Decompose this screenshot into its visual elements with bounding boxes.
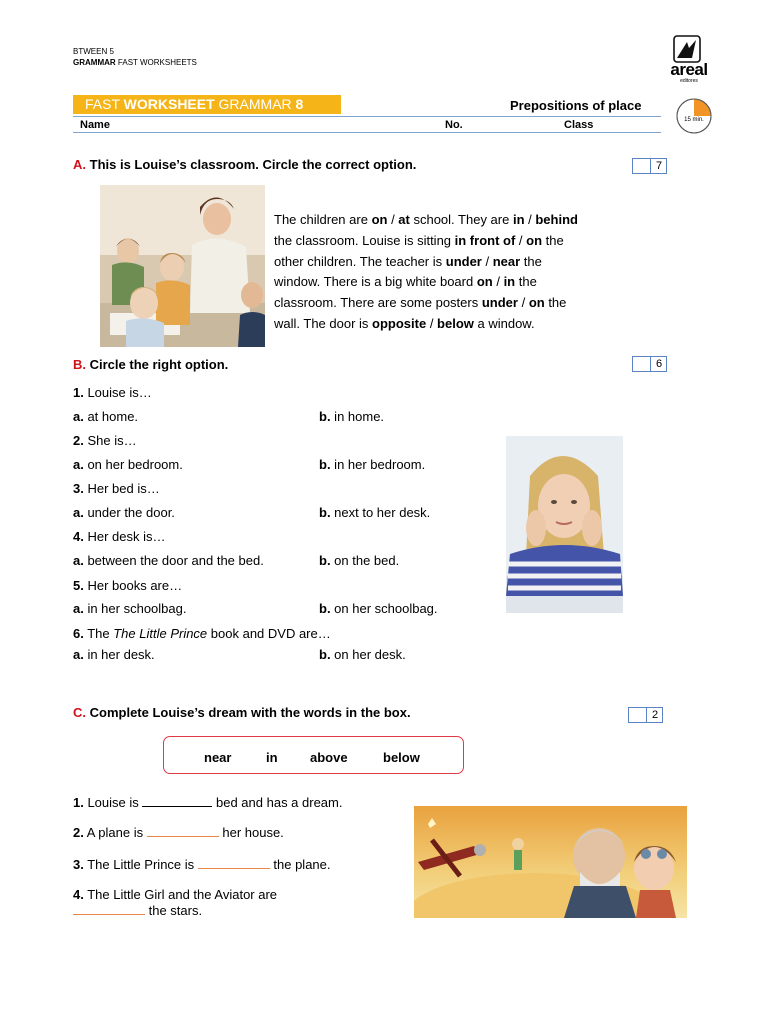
q3-option-b[interactable] [319, 505, 430, 521]
para-text: a window. [473, 315, 535, 331]
option-behind[interactable]: behind [535, 212, 578, 227]
answer-blank[interactable] [147, 826, 219, 837]
girl-photo [506, 436, 623, 613]
para-line-5 [274, 293, 619, 314]
option-text: on her bedroom. [83, 457, 183, 472]
q4-option-a[interactable] [73, 553, 264, 569]
answer-blank[interactable] [142, 796, 212, 807]
option-letter: a. [73, 457, 84, 472]
question-number: 1. [73, 385, 84, 400]
banner-grammar: GRAMMAR [214, 96, 296, 112]
book-title: The Little Prince [113, 626, 208, 641]
question-number: 2. [73, 433, 84, 448]
fill-question-4-line-2 [73, 903, 202, 919]
section-b-score-box[interactable] [632, 356, 667, 372]
question-text: the plane. [273, 857, 331, 872]
fast-worksheets-label: FAST WORKSHEETS [117, 58, 197, 67]
section-a-instruction: This is Louise’s classroom. Circle the correct option. [89, 157, 417, 172]
question-text: A plane is [83, 825, 147, 840]
word-in[interactable]: in [266, 750, 278, 765]
question-5 [73, 578, 182, 594]
question-text: book and DVD are… [207, 626, 331, 641]
section-a-title [73, 157, 416, 172]
option-text: at home. [83, 409, 139, 424]
q1-option-b[interactable] [319, 409, 384, 425]
section-c-letter: C. [73, 705, 86, 720]
para-text: the classroom. Louise is sitting [274, 232, 455, 248]
option-text: on her desk. [330, 647, 406, 662]
question-text: The Little Prince is [83, 857, 198, 872]
para-text: classroom. There are some posters [274, 295, 482, 311]
question-number: 3. [73, 857, 84, 872]
para-text: other children. The teacher is [274, 253, 446, 269]
option-letter: b. [319, 457, 331, 472]
section-a-score: 7 [655, 160, 663, 172]
para-line-4 [274, 272, 619, 293]
option-text: on her schoolbag. [330, 601, 438, 616]
topic-title: Prepositions of place [510, 98, 642, 113]
option-text: in her schoolbag. [83, 601, 187, 616]
section-a-letter: A. [73, 157, 86, 172]
q2-option-b[interactable] [319, 457, 425, 473]
option-on[interactable]: on [371, 212, 388, 227]
logo-text: areal [670, 60, 708, 79]
para-text: The children are [274, 212, 372, 227]
question-text: Louise is… [83, 385, 152, 400]
para-text: the [544, 295, 567, 311]
fill-question-1 [73, 795, 342, 811]
option-on[interactable]: on [528, 295, 545, 311]
option-in[interactable]: in [512, 212, 525, 227]
answer-blank[interactable] [198, 858, 270, 869]
option-text: under the door. [83, 505, 175, 520]
question-3 [73, 481, 160, 497]
question-text: Her books are… [83, 578, 183, 593]
word-above[interactable]: above [310, 750, 348, 765]
option-letter: a. [73, 553, 84, 568]
number-label: No. [445, 119, 463, 131]
para-line-6 [274, 314, 619, 335]
option-text: between the door and the bed. [83, 553, 264, 568]
question-text: Her bed is… [83, 481, 160, 496]
question-text: Her desk is… [83, 529, 166, 544]
q4-option-b[interactable] [319, 553, 399, 569]
option-in-front-of[interactable]: in front of [454, 232, 516, 248]
option-near[interactable]: near [492, 253, 521, 269]
publisher-logo [658, 34, 718, 86]
question-text: Louise is [83, 795, 143, 810]
option-below[interactable]: below [437, 315, 474, 331]
banner-worksheet: WORKSHEET [123, 96, 215, 112]
series-label: BTWEEN 5 [73, 47, 114, 56]
option-under[interactable]: under [445, 253, 482, 269]
option-letter: a. [73, 601, 84, 616]
question-text: The [83, 626, 114, 641]
para-text: the [515, 274, 537, 290]
option-letter: b. [319, 409, 331, 424]
para-text: school. They are [409, 212, 513, 227]
para-text: the [520, 253, 542, 269]
option-letter: a. [73, 647, 84, 662]
answer-blank[interactable] [73, 904, 145, 915]
para-slash: / [387, 212, 399, 227]
option-on[interactable]: on [526, 232, 543, 248]
banner-fast: FAST [85, 96, 124, 112]
question-number: 6. [73, 626, 84, 641]
question-4 [73, 529, 165, 545]
timer-icon [675, 97, 713, 135]
option-in[interactable]: in [503, 274, 516, 290]
option-text: in home. [330, 409, 385, 424]
question-text: her house. [222, 825, 284, 840]
series-sublabel [73, 58, 197, 68]
question-2 [73, 433, 137, 449]
question-number: 3. [73, 481, 84, 496]
section-b-score: 6 [655, 358, 663, 370]
fill-question-4 [73, 887, 277, 903]
q6-option-a[interactable] [73, 647, 155, 663]
option-letter: b. [319, 647, 331, 662]
question-1 [73, 385, 152, 401]
question-number: 2. [73, 825, 84, 840]
option-letter: a. [73, 409, 84, 424]
header-rule-top [73, 116, 661, 117]
q1-option-a[interactable] [73, 409, 138, 425]
section-c-score-box[interactable] [628, 707, 663, 723]
grammar-label: GRAMMAR [73, 58, 116, 67]
para-slash: / [492, 274, 504, 290]
worksheet-banner [73, 95, 341, 114]
question-text: the stars. [148, 903, 203, 918]
word-near[interactable]: near [204, 750, 232, 765]
para-line-3 [274, 252, 619, 273]
question-number: 1. [73, 795, 84, 810]
para-slash: / [481, 253, 493, 269]
header-rule-bottom [73, 132, 661, 133]
section-b-letter: B. [73, 357, 86, 372]
section-b-instruction: Circle the right option. [89, 357, 229, 372]
option-text: in her bedroom. [330, 457, 426, 472]
question-text: The Little Girl and the Aviator are [83, 887, 278, 902]
option-at[interactable]: at [398, 212, 410, 227]
logo-subtext: editores [680, 78, 698, 84]
section-a-score-box[interactable] [632, 158, 667, 174]
fill-question-2 [73, 825, 284, 841]
option-text: in her desk. [83, 647, 155, 662]
q3-option-a[interactable] [73, 505, 175, 521]
banner-number: 8 [295, 96, 304, 112]
fill-question-3 [73, 857, 331, 873]
para-text: wall. The door is [274, 315, 373, 331]
option-letter: a. [73, 505, 84, 520]
section-b-title [73, 357, 228, 372]
section-c-instruction: Complete Louise’s dream with the words in the box. [89, 705, 411, 720]
classroom-photo [100, 185, 265, 347]
para-line-1 [274, 210, 619, 231]
option-text: on the bed. [330, 553, 400, 568]
question-number: 4. [73, 887, 84, 902]
option-letter: b. [319, 601, 331, 616]
para-text: the [542, 232, 564, 248]
question-text: She is… [83, 433, 137, 448]
option-under[interactable]: under [481, 295, 518, 311]
class-label: Class [564, 119, 594, 131]
para-slash: / [426, 315, 438, 331]
option-text: next to her desk. [330, 505, 431, 520]
question-6 [73, 626, 331, 642]
para-text: window. There is a big white board [274, 274, 477, 290]
option-letter: b. [319, 505, 331, 520]
name-label: Name [80, 119, 110, 131]
para-slash: / [517, 295, 529, 311]
section-c-title [73, 705, 411, 720]
question-number: 5. [73, 578, 84, 593]
question-number: 4. [73, 529, 84, 544]
para-slash: / [524, 212, 536, 227]
q5-option-a[interactable] [73, 601, 186, 617]
q6-option-b[interactable] [319, 647, 406, 663]
little-prince-image [414, 806, 687, 918]
para-slash: / [515, 232, 527, 248]
section-a-paragraph [274, 210, 619, 335]
section-c-score: 2 [651, 709, 659, 721]
timer-label: 15 min. [684, 117, 704, 123]
option-opposite[interactable]: opposite [372, 315, 427, 331]
q5-option-b[interactable] [319, 601, 438, 617]
option-on[interactable]: on [476, 274, 493, 290]
word-below[interactable]: below [383, 750, 420, 765]
option-letter: b. [319, 553, 331, 568]
question-text: bed and has a dream. [212, 795, 343, 810]
q2-option-a[interactable] [73, 457, 183, 473]
para-line-2 [274, 231, 619, 252]
